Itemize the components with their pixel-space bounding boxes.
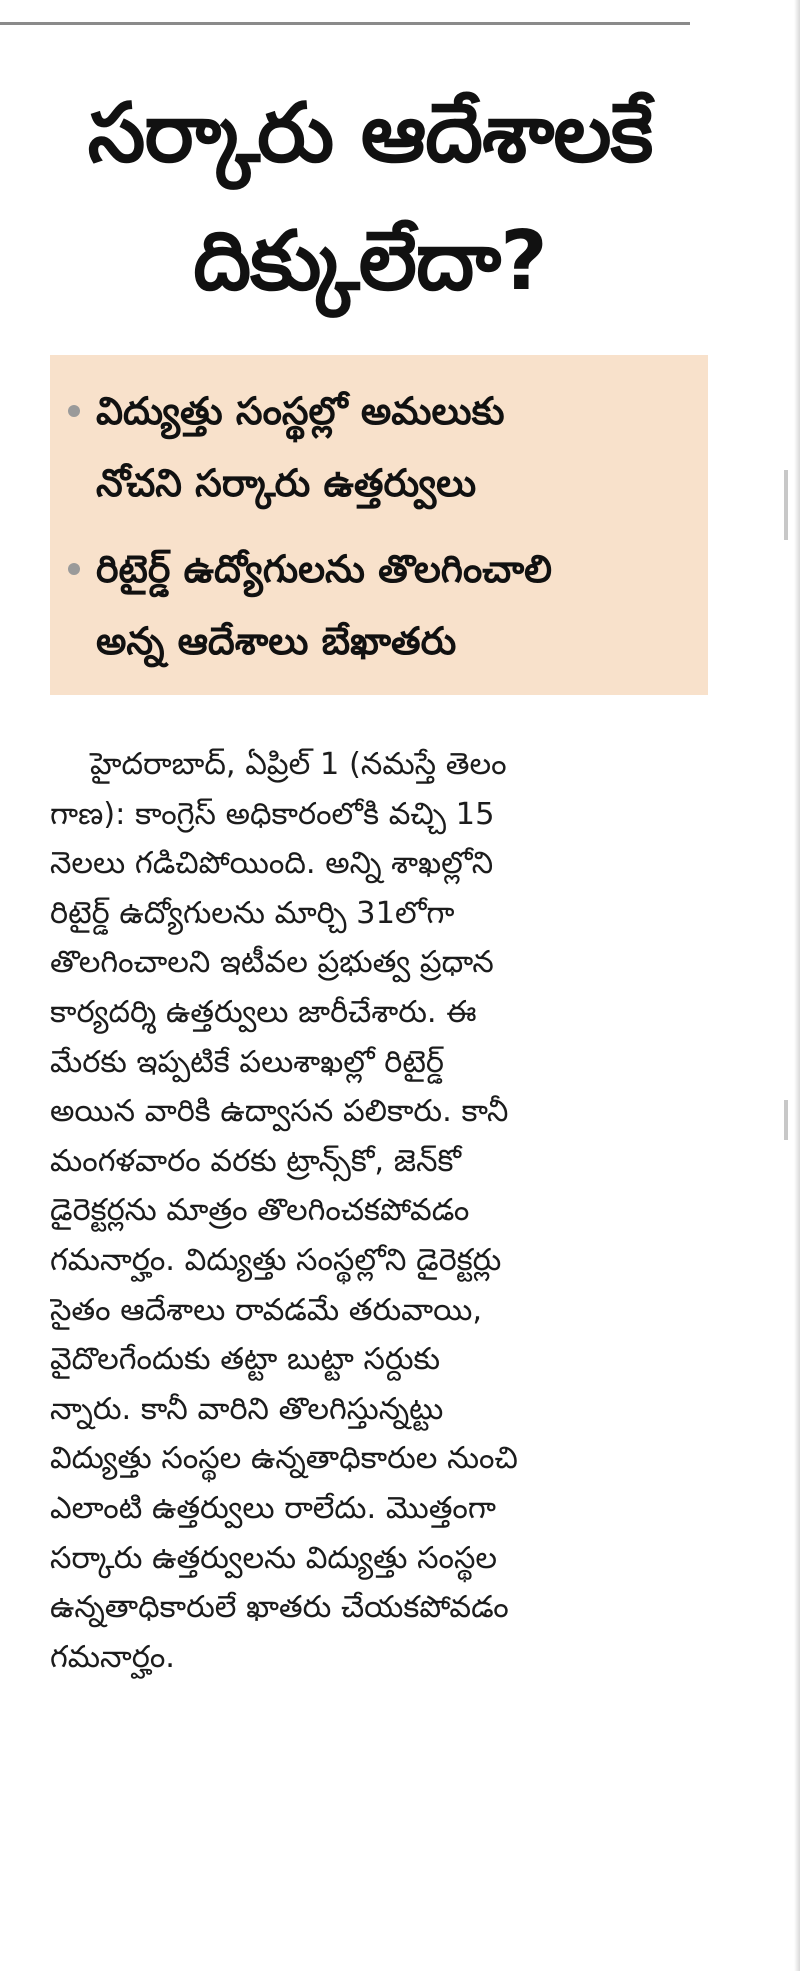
body-line: మంగళవారం వరకు ట్రాన్స్‌కో, జెన్‌కో xyxy=(50,1143,462,1179)
body-line: అయిన వారికి ఉద్వాసన పలికారు. కానీ xyxy=(50,1094,509,1130)
body-line: సర్కారు ఉత్తర్వులను విద్యుత్తు సంస్థల xyxy=(50,1540,498,1576)
body-line: గమనార్హం. విద్యుత్తు సంస్థల్లోని డైరెక్టర్లు xyxy=(50,1242,502,1278)
highlights-box xyxy=(50,355,708,695)
edge-mark xyxy=(784,470,788,540)
highlight-text xyxy=(96,533,552,677)
highlight-line: రిటైర్డ్ ఉద్యోగులను తొలగించాలి xyxy=(96,547,552,591)
body-line: న్నారు. కానీ వారిని తొలగిస్తున్నట్టు xyxy=(50,1391,444,1427)
headline-line: సర్కారు ఆదేశాలకే xyxy=(87,86,653,181)
body-line: మేరకు ఇప్పటికే పలుశాఖల్లో రిటైర్డ్ xyxy=(50,1044,445,1080)
body-line: వైదొలగేందుకు తట్టా బుట్టా సర్దుకు xyxy=(50,1342,441,1378)
body-line: గమనార్హం. xyxy=(50,1639,175,1675)
highlight-item xyxy=(68,375,694,519)
body-line: విద్యుత్తు సంస్థల ఉన్నతాధికారుల నుంచి xyxy=(50,1441,518,1477)
top-rule xyxy=(0,22,690,25)
bullet-icon xyxy=(68,405,80,417)
highlight-line: నోచని సర్కారు ఉత్తర్వులు xyxy=(96,461,477,505)
article-body xyxy=(50,740,715,1682)
bullet-icon xyxy=(68,563,80,575)
highlight-line: విద్యుత్తు సంస్థల్లో అమలుకు xyxy=(96,389,505,433)
body-line: ఎలాంటి ఉత్తర్వులు రాలేదు. మొత్తంగా xyxy=(50,1490,496,1526)
highlight-item xyxy=(68,533,694,677)
body-line: ఉన్నతాధికారులే ఖాతరు చేయకపోవడం xyxy=(50,1590,509,1626)
body-line: కార్యదర్శి ఉత్తర్వులు జారీచేశారు. ఈ xyxy=(50,994,477,1030)
body-line: డైరెక్టర్లను మాత్రం తొలగించకపోవడం xyxy=(50,1193,470,1229)
body-line: నెలలు గడిచిపోయింది. అన్ని శాఖల్లోని xyxy=(50,846,494,882)
body-line: గాణ): కాంగ్రెస్ అధికారంలోకి వచ్చి 15 xyxy=(50,796,495,832)
body-line: హైదరాబాద్, ఏప్రిల్ 1 (నమస్తే తెలం xyxy=(90,747,507,782)
page-edge-shadow xyxy=(794,0,800,1971)
body-line: తొలగించాలని ఇటీవల ప్రభుత్వ ప్రధాన xyxy=(50,945,494,981)
edge-mark xyxy=(784,1100,788,1140)
headline-line: దిక్కులేదా? xyxy=(193,214,547,309)
body-line: రిటైర్డ్ ఉద్యోగులను మార్చి 31లోగా xyxy=(50,895,455,931)
highlight-line: అన్న ఆదేశాలు బేఖాతరు xyxy=(96,619,457,663)
headline xyxy=(20,70,720,326)
highlight-text xyxy=(96,375,505,519)
body-line: సైతం ఆదేశాలు రావడమే తరువాయి, xyxy=(50,1292,483,1328)
